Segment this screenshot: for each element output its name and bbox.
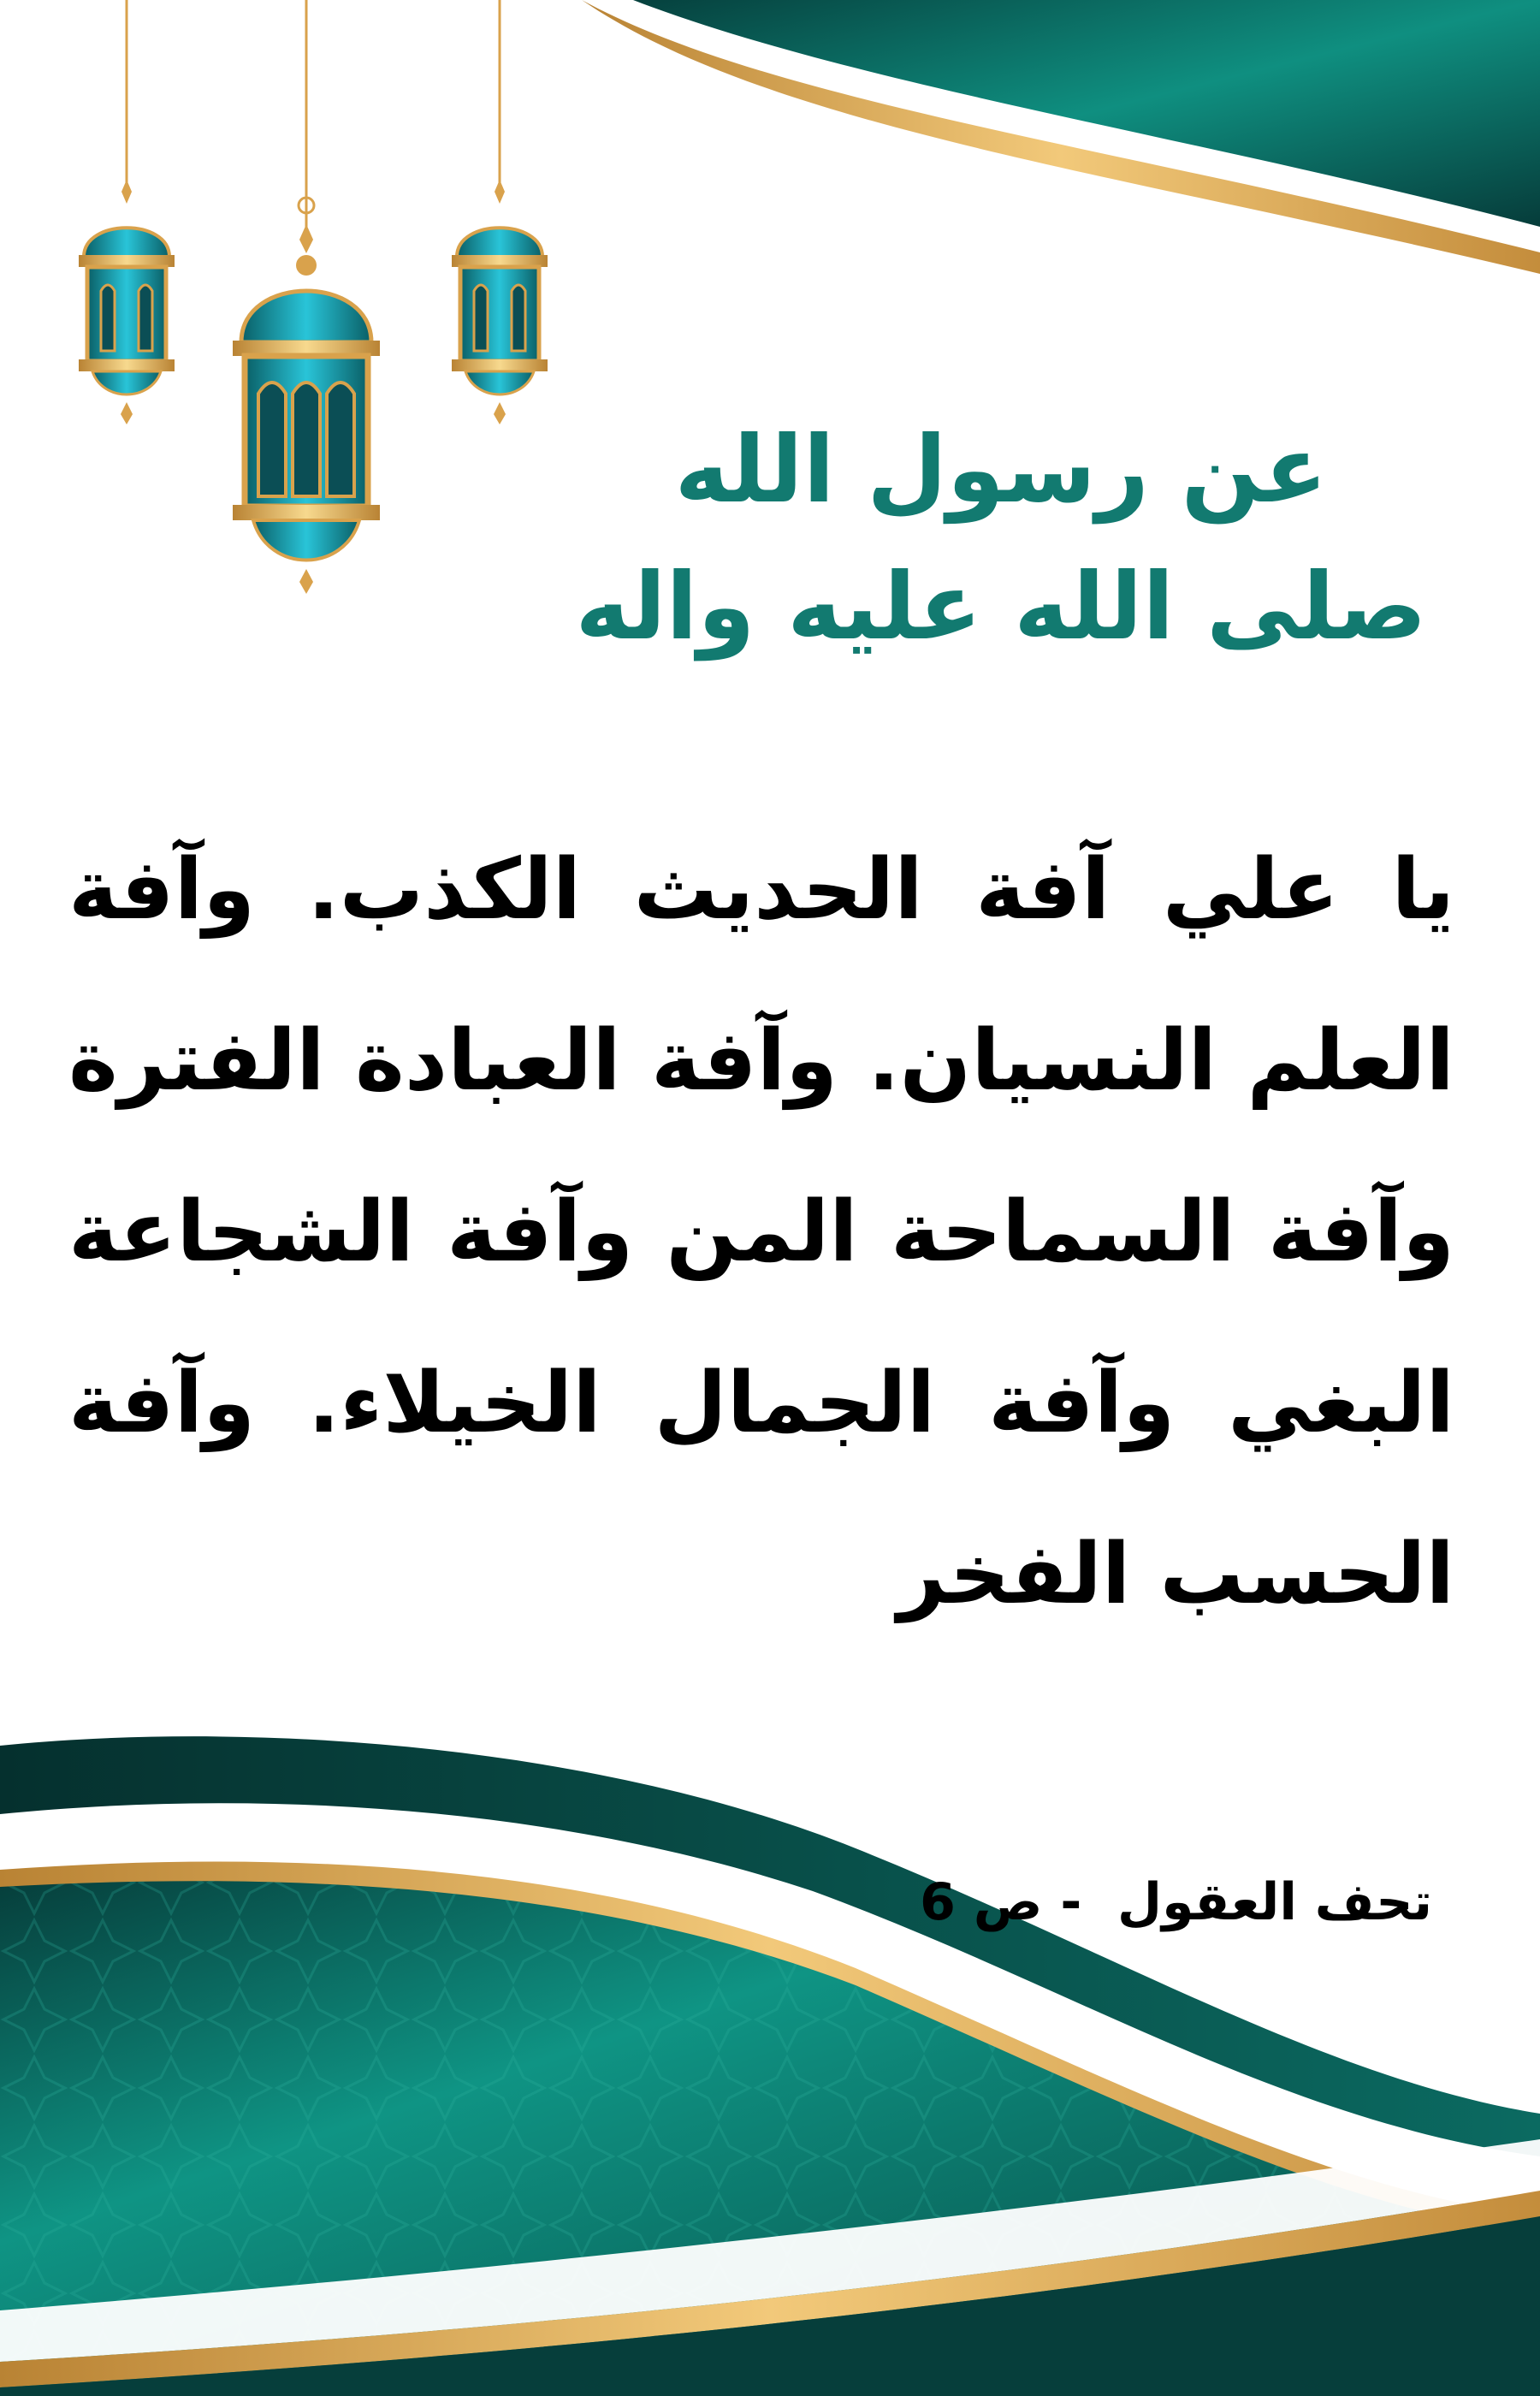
lanterns-decoration [0,0,599,616]
lantern-icon [233,0,380,594]
header-line-1: عن رسول الله [674,417,1328,524]
hadith-text: يا علي آفة الحديث الكذب. وآفة العلم النسيان. وآفة العبادة الفترة وآفة السماحة المن وآفة الشجاعة البغي وآفة الجمال الخيلاء. وآفة الحسب الفخر [68,841,1454,1623]
header-title [573,402,1429,676]
lantern-icon [452,0,548,424]
header-line-2: صلى الله عليه واله [575,554,1427,661]
lantern-icon [79,0,175,424]
source-reference: تحف العقول - ص 6 [920,1872,1432,1932]
